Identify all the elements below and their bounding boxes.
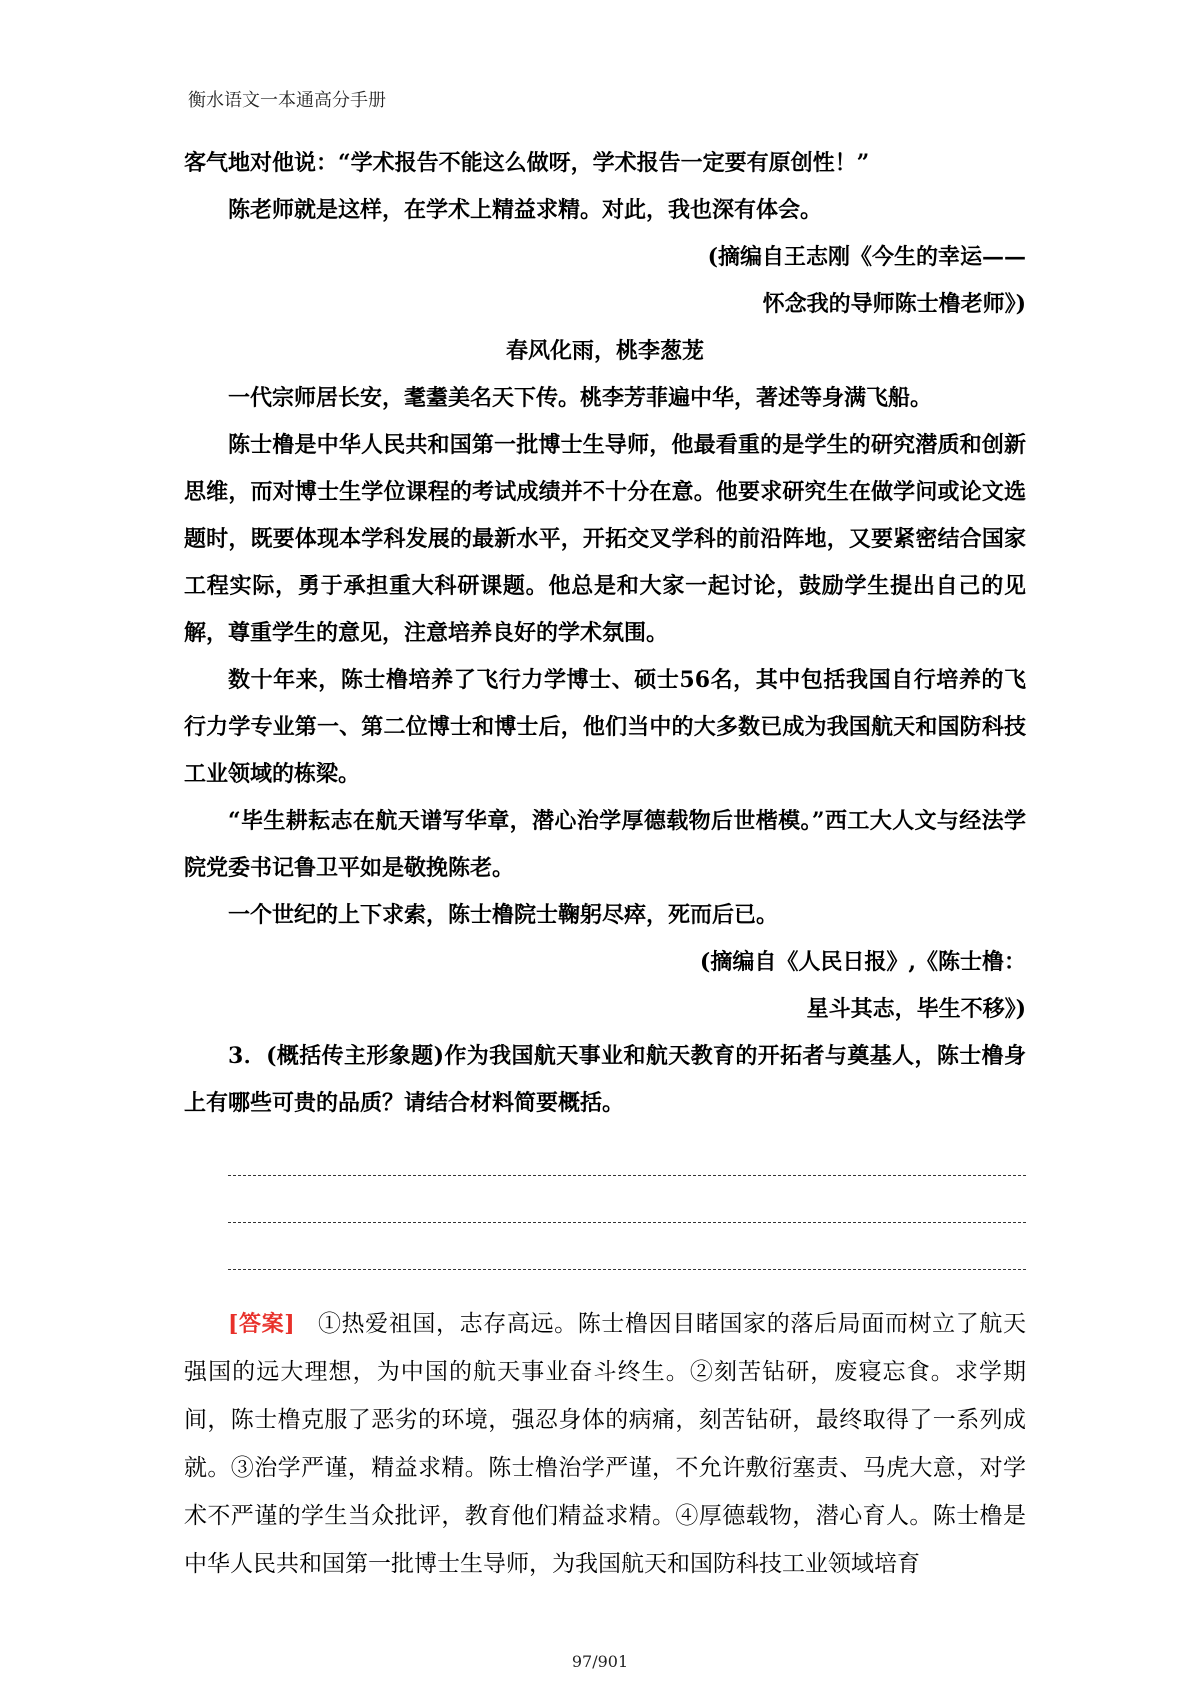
answer-blank-line[interactable] (228, 1129, 1026, 1176)
source-citation-line: (摘编自《人民日报》,《陈士橹： (699, 949, 1026, 975)
answer (184, 1300, 1026, 1588)
paragraph: 一个世纪的上下求索，陈士橹院士鞠躬尽瘁，死而后已。 (228, 902, 779, 928)
answer-blank-line[interactable] (228, 1223, 1026, 1270)
paragraph: “毕生耕耘志在航天谱写华章，潜心治学厚德载物后世楷模。”西工大人文与经法学院党委书记鲁卫平如是敬挽陈老。 (184, 808, 1026, 881)
question (184, 1033, 1026, 1127)
question-number: 3． (228, 1043, 267, 1069)
answer-blank-line[interactable] (228, 1176, 1026, 1223)
paragraph: 陈士橹是中华人民共和国第一批博士生导师，他最看重的是学生的研究潜质和创新思维，而对博士生学位课程的考试成绩并不十分在意。他要求研究生在做学问或论文选题时，既要体现本学科发展的最新水平，开拓交叉学科的前沿阵地，又要紧密结合国家工程实际，勇于承担重大科研课题。他总是和大家一起讨论，鼓励学生提出自己的见解，尊重学生的意见，注意培养良好的学术氛围。 (184, 432, 1026, 646)
page-number: 97/901 (571, 1652, 629, 1671)
question-type: (概括传主形象题) (266, 1043, 444, 1069)
main-content (184, 140, 1026, 1588)
running-header: 衡水语文一本通高分手册 (188, 90, 386, 111)
source-citation-line: 怀念我的导师陈士橹老师》) (762, 291, 1026, 317)
paragraph: 一代宗师居长安，耄耋美名天下传。桃李芳菲遍中华，著述等身满飞船。 (228, 385, 933, 411)
continued-paragraph: 客气地对他说：“学术报告不能这么做呀，学术报告一定要有原创性！” (184, 150, 870, 176)
paragraph: 数十年来，陈士橹培养了飞行力学博士、硕士56名，其中包括我国自行培养的飞行力学专业第一、第二位博士和博士后，他们当中的大多数已成为我国航天和国防科技工业领域的栋梁。 (184, 667, 1026, 787)
question-text: 作为我国航天事业和航天教育的开拓者与奠基人，陈士橹身上有哪些可贵的品质？请结合材料简要概括。 (184, 1043, 1026, 1116)
source-citation-line: 星斗其志，毕生不移》) (806, 996, 1026, 1022)
section-title: 春风化雨，桃李葱茏 (505, 338, 704, 364)
paragraph: 陈老师就是这样，在学术上精益求精。对此，我也深有体会。 (228, 197, 823, 223)
source-citation-line: (摘编自王志刚《今生的幸运—— (707, 244, 1026, 270)
answer-text: ①热爱祖国，志存高远。陈士橹因目睹国家的落后局面而树立了航天强国的远大理想，为中国的航天事业奋斗终生。②刻苦钻研，废寝忘食。求学期间，陈士橹克服了恶劣的环境，强忍身体的病痛，刻苦钻研，最终取得了一系列成就。③治学严谨，精益求精。陈士橹治学严谨，不允许敷衍塞责、马虎大意，对学术不严谨的学生当众批评，教育他们精益求精。④厚德载物，潜心育人。陈士橹是中华人民共和国第一批博士生导师，为我国航天和国防科技工业领域培育 (184, 1311, 1026, 1576)
answer-blank-area[interactable] (228, 1143, 1026, 1284)
answer-tag: [答案] (228, 1311, 295, 1337)
